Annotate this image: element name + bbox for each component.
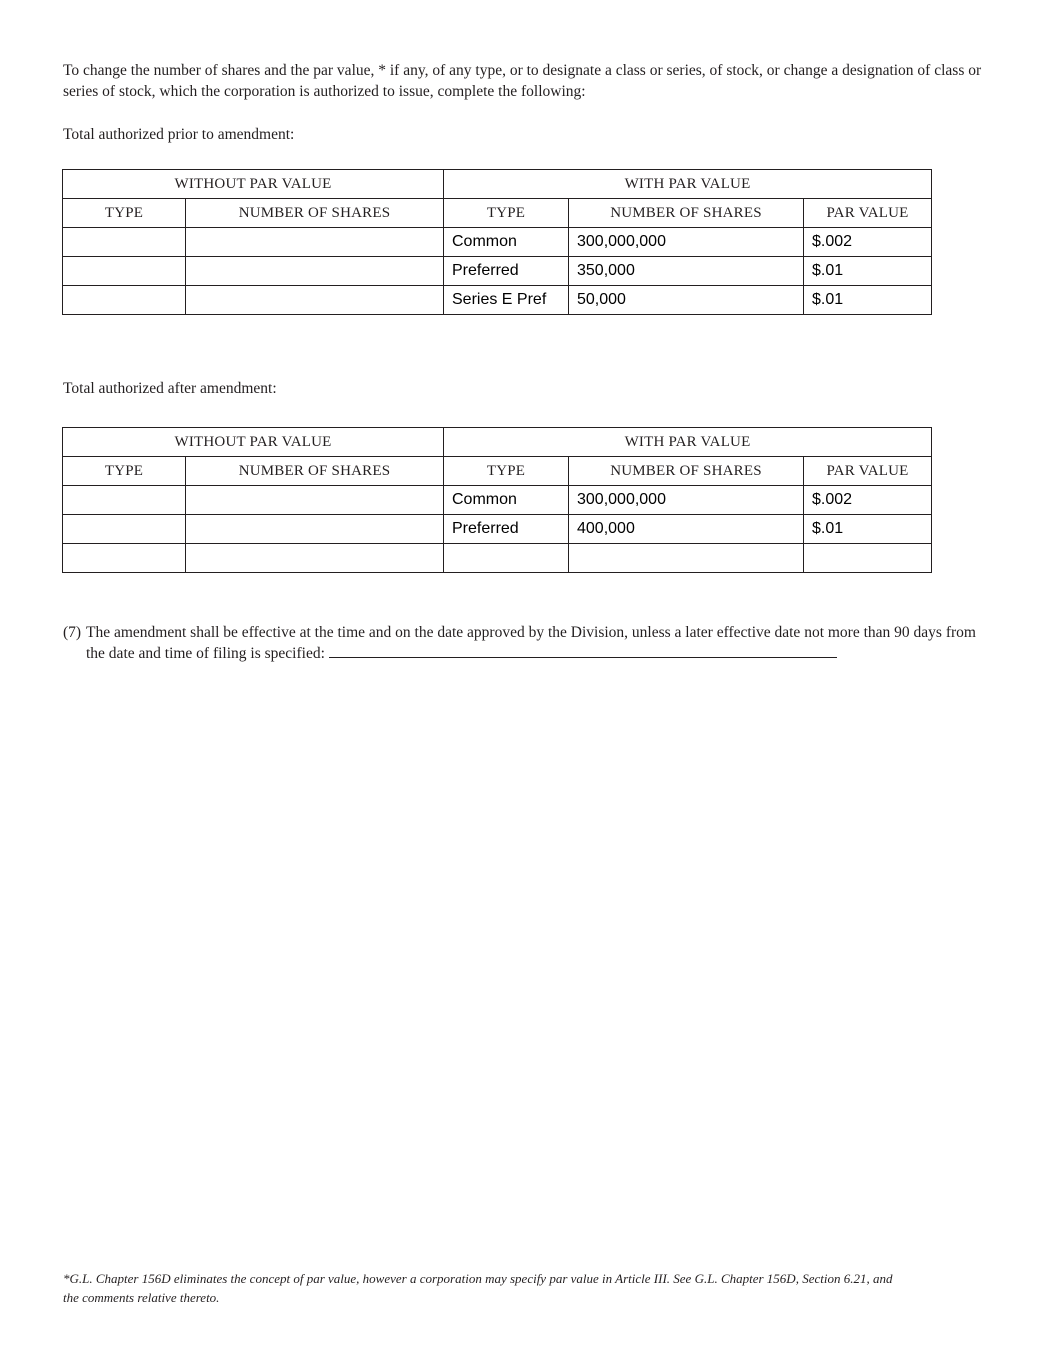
type-cell[interactable] — [444, 544, 569, 573]
type-cell[interactable]: Common — [444, 486, 569, 515]
group-header-row — [63, 170, 932, 199]
item-7-number: (7) — [63, 624, 82, 641]
np-type-cell[interactable] — [63, 515, 186, 544]
par-value-cell[interactable]: $.01 — [804, 515, 932, 544]
table-row — [63, 486, 932, 515]
np-type-cell[interactable] — [63, 257, 186, 286]
np-type-cell[interactable] — [63, 544, 186, 573]
prior-amendment-label: Total authorized prior to amendment: — [63, 126, 295, 143]
shares-cell[interactable]: 300,000,000 — [569, 486, 804, 515]
type-cell[interactable]: Preferred — [444, 515, 569, 544]
with-par-header: WITH PAR VALUE — [444, 170, 932, 199]
np-shares-cell[interactable] — [186, 544, 444, 573]
type-header: TYPE — [444, 457, 569, 486]
np-shares-header: NUMBER OF SHARES — [186, 199, 444, 228]
table-row — [63, 515, 932, 544]
type-header: TYPE — [444, 199, 569, 228]
type-cell[interactable]: Series E Pref — [444, 286, 569, 315]
after-shares-table — [62, 427, 932, 573]
item-7-effective-date — [63, 622, 993, 664]
np-shares-cell[interactable] — [186, 515, 444, 544]
table-row — [63, 228, 932, 257]
item-7-text-block — [86, 622, 993, 664]
table-row — [63, 544, 932, 573]
without-par-header: WITHOUT PAR VALUE — [63, 170, 444, 199]
np-shares-cell[interactable] — [186, 486, 444, 515]
shares-cell[interactable]: 300,000,000 — [569, 228, 804, 257]
np-type-cell[interactable] — [63, 228, 186, 257]
type-cell[interactable]: Common — [444, 228, 569, 257]
item-7-text: The amendment shall be effective at the time and on the date approved by the Division, unless a later effective date not more than 90 days from the date and time of filing is specified: — [86, 624, 976, 662]
column-header-row — [63, 199, 932, 228]
effective-date-field[interactable] — [329, 643, 837, 658]
shares-cell[interactable]: 350,000 — [569, 257, 804, 286]
without-par-header: WITHOUT PAR VALUE — [63, 428, 444, 457]
np-shares-cell[interactable] — [186, 257, 444, 286]
table-row — [63, 257, 932, 286]
type-cell[interactable]: Preferred — [444, 257, 569, 286]
shares-cell[interactable]: 400,000 — [569, 515, 804, 544]
group-header-row — [63, 428, 932, 457]
par-value-cell[interactable]: $.002 — [804, 228, 932, 257]
np-type-cell[interactable] — [63, 286, 186, 315]
shares-header: NUMBER OF SHARES — [569, 457, 804, 486]
par-value-cell[interactable]: $.01 — [804, 286, 932, 315]
np-shares-header: NUMBER OF SHARES — [186, 457, 444, 486]
np-type-header: TYPE — [63, 199, 186, 228]
column-header-row — [63, 457, 932, 486]
prior-shares-table — [62, 169, 932, 315]
shares-cell[interactable]: 50,000 — [569, 286, 804, 315]
with-par-header: WITH PAR VALUE — [444, 428, 932, 457]
par-value-cell[interactable]: $.002 — [804, 486, 932, 515]
after-amendment-label: Total authorized after amendment: — [63, 380, 277, 397]
np-shares-cell[interactable] — [186, 286, 444, 315]
par-value-cell[interactable]: $.01 — [804, 257, 932, 286]
np-type-cell[interactable] — [63, 486, 186, 515]
shares-header: NUMBER OF SHARES — [569, 199, 804, 228]
par-value-header: PAR VALUE — [804, 457, 932, 486]
table-row — [63, 286, 932, 315]
par-value-footnote: *G.L. Chapter 156D eliminates the concept of par value, however a corporation may specify par value in Article III. See G.L. Chapter 156D, Section 6.21, and the comments relative thereto. — [63, 1271, 893, 1305]
shares-cell[interactable] — [569, 544, 804, 573]
np-type-header: TYPE — [63, 457, 186, 486]
np-shares-cell[interactable] — [186, 228, 444, 257]
intro-paragraph: To change the number of shares and the par value, * if any, of any type, or to designate a class or series, of stock, or change a designation of class or series of stock, which the corporation is authorized to issue, complete the following: — [63, 62, 982, 100]
par-value-header: PAR VALUE — [804, 199, 932, 228]
par-value-cell[interactable] — [804, 544, 932, 573]
